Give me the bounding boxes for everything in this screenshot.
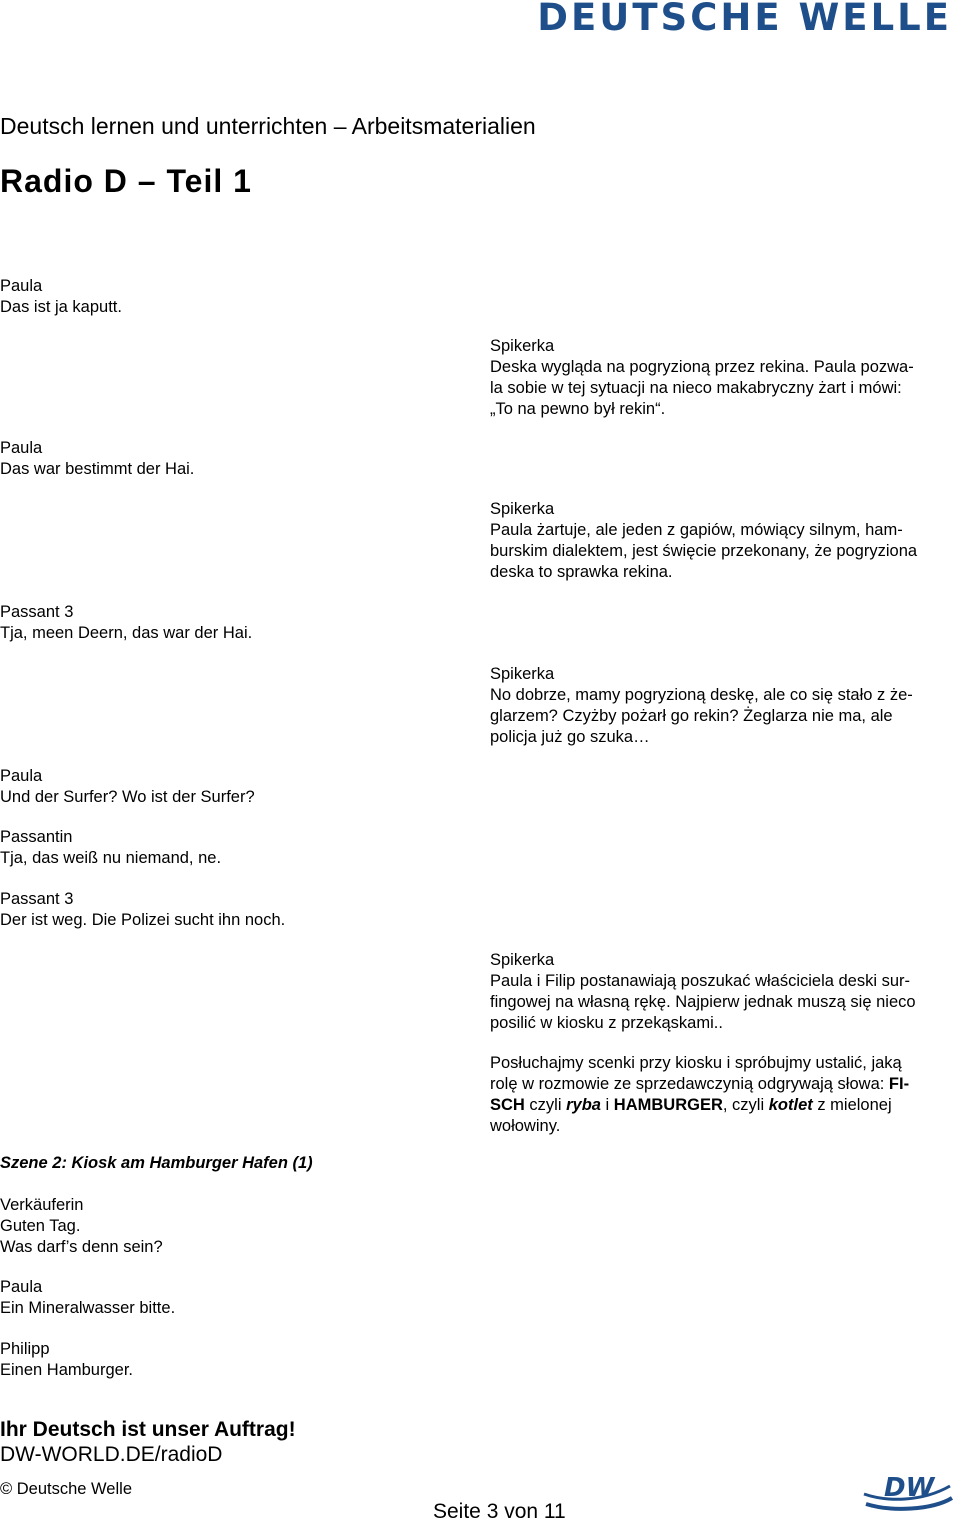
dialogue-block (0, 766, 455, 808)
speaker-name: Passant 3 (0, 890, 74, 908)
speaker-name: Passant 3 (0, 603, 74, 621)
speaker-name: Paula (0, 767, 43, 785)
narration-line: policja już go szuka… (490, 728, 650, 746)
scene-heading: Szene 2: Kiosk am Hamburger Hafen (1) (0, 1154, 313, 1172)
dw-logo-icon (862, 1472, 954, 1517)
narration-text: i (600, 1096, 614, 1114)
narration-line: wołowiny. (490, 1117, 561, 1135)
narration-line: deska to sprawka rekina. (490, 563, 673, 581)
narration-line: burskim dialektem, jest święcie przekonany, że pogryziona (490, 542, 918, 560)
brand-wordmark: DEUTSCHE WELLE (537, 0, 952, 39)
speaker-name: Spikerka (490, 951, 555, 969)
narration-line: Deska wygląda na pogryzioną przez rekina. Paula pozwa- (490, 358, 914, 376)
dialogue-line: Guten Tag. (0, 1217, 81, 1235)
keyword-fisch: FI- (888, 1075, 910, 1093)
narration-line: glarzem? Czyżby pożarł go rekin? Żeglarza nie ma, ale (490, 707, 893, 725)
narration-text: z mielonej (812, 1096, 892, 1114)
narration-line (490, 1074, 952, 1095)
document-subtitle: Deutsch lernen und unterrichten – Arbeitsmaterialien (0, 113, 536, 139)
footer-url[interactable]: DW-WORLD.DE/radioD (0, 1443, 223, 1466)
narration-line: Posłuchajmy scenki przy kiosku i spróbujmy ustalić, jaką (490, 1054, 902, 1072)
page-number: Seite 3 von 11 (433, 1500, 566, 1523)
narration-text: rolę w rozmowie ze sprzedawczynią odgrywają słowa: (490, 1075, 889, 1093)
speaker-name: Paula (0, 1278, 43, 1296)
speaker-name: Verkäuferin (0, 1196, 84, 1214)
narration-line: „To na pewno był rekin“. (490, 400, 666, 418)
dialogue-line: Das war bestimmt der Hai. (0, 460, 195, 478)
narration-line (490, 1095, 952, 1116)
narration-block (490, 499, 952, 583)
narration-line: Paula żartuje, ale jeden z gapiów, mówiący silnym, ham- (490, 521, 903, 539)
narration-paragraph (490, 1053, 952, 1137)
dialogue-line: Der ist weg. Die Polizei sucht ihn noch. (0, 911, 286, 929)
narration-line: posilić w kiosku z przekąskami.. (490, 1014, 723, 1032)
footer-slogan: Ihr Deutsch ist unser Auftrag! (0, 1418, 296, 1441)
keyword-kotlet: kotlet (768, 1096, 813, 1114)
narration-block (490, 336, 952, 420)
dialogue-block (0, 276, 455, 318)
dialogue-line: Tja, das weiß nu niemand, ne. (0, 849, 222, 867)
narration-line: fingowej na własną rękę. Najpierw jednak muszą się nieco (490, 993, 916, 1011)
dialogue-block (0, 438, 455, 480)
dialogue-block (0, 1339, 455, 1381)
narration-line: No dobrze, mamy pogryzioną deskę, ale co się stało z że- (490, 686, 913, 704)
dialogue-line: Ein Mineralwasser bitte. (0, 1299, 176, 1317)
narration-block (490, 950, 952, 1034)
narration-line: la sobie w tej sytuacji na nieco makabryczny żart i mówi: (490, 379, 902, 397)
footer-copyright: © Deutsche Welle (0, 1480, 132, 1498)
dialogue-line: Tja, meen Deern, das war der Hai. (0, 624, 253, 642)
speaker-name: Spikerka (490, 500, 555, 518)
speaker-name: Passantin (0, 828, 73, 846)
narration-block (490, 664, 952, 748)
keyword-fisch: SCH (490, 1096, 525, 1114)
dialogue-block (0, 602, 455, 644)
dialogue-block (0, 827, 455, 869)
dialogue-line: Und der Surfer? Wo ist der Surfer? (0, 788, 255, 806)
dialogue-line: Einen Hamburger. (0, 1361, 133, 1379)
keyword-hamburger: HAMBURGER (613, 1096, 723, 1114)
speaker-name: Spikerka (490, 337, 555, 355)
speaker-name: Spikerka (490, 665, 555, 683)
keyword-ryba: ryba (566, 1096, 601, 1114)
dialogue-block (0, 889, 455, 931)
speaker-name: Philipp (0, 1340, 50, 1358)
speaker-name: Paula (0, 277, 43, 295)
document-title: Radio D – Teil 1 (0, 163, 252, 199)
dw-logo-text: DW (884, 1473, 935, 1503)
dialogue-line: Das ist ja kaputt. (0, 298, 122, 316)
dialogue-line: Was darf’s denn sein? (0, 1238, 163, 1256)
narration-text: , czyli (722, 1096, 769, 1114)
narration-text: czyli (524, 1096, 567, 1114)
dialogue-block (0, 1277, 455, 1319)
dialogue-block (0, 1195, 455, 1258)
speaker-name: Paula (0, 439, 43, 457)
narration-line: Paula i Filip postanawiają poszukać właściciela deski sur- (490, 972, 911, 990)
